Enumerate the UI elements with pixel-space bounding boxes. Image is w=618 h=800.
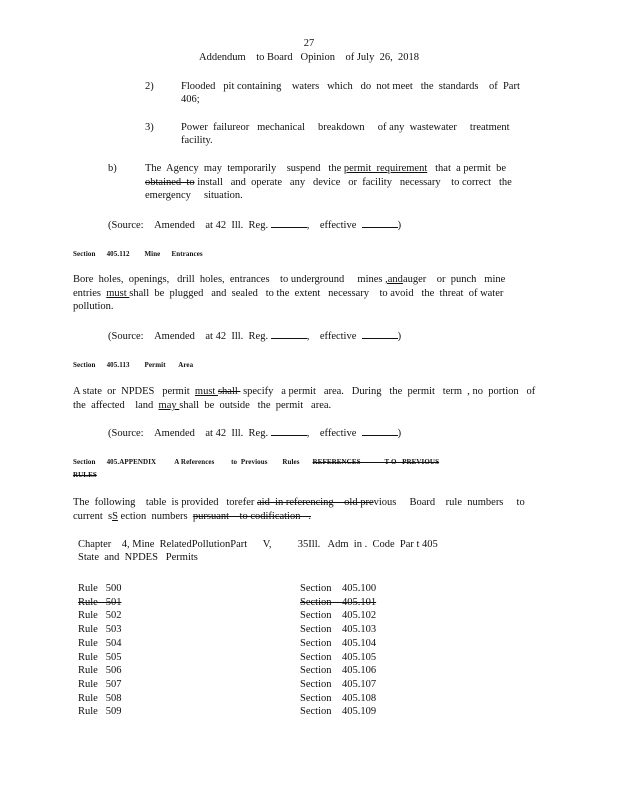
rule-number: Rule 507 <box>78 678 122 690</box>
section-405-112-line-3: pollution. <box>73 301 114 312</box>
comma: , <box>306 220 310 231</box>
item-b-line-3: emergency situation. <box>145 190 243 201</box>
text-run: A state or NPDES permit <box>73 386 195 397</box>
table-title-line-1: Chapter 4, Mine RelatedPollutionPart V, 35Ill. Adm in . Code Par t 405 <box>78 539 438 550</box>
text-run: current s <box>73 511 113 522</box>
appendix-a-heading-line-2: RULES <box>73 471 97 479</box>
deleted-text: REFERENCES T O PREVIOUS <box>312 458 440 466</box>
source-label: (Source: <box>108 331 144 342</box>
item-3-number: 3) <box>145 122 154 133</box>
effective-label: effective <box>319 331 357 342</box>
appendix-para-line-2 <box>73 510 311 523</box>
text-run: Bore holes, openings, drill holes, entrances to underground mines <box>73 274 386 285</box>
rule-number: Rule 501 <box>78 596 122 608</box>
section-number: Section 405.102 <box>300 610 377 622</box>
deleted-text: shall <box>217 386 241 397</box>
source-citation-2 <box>108 329 401 343</box>
text-run: shall be outside the permit area. <box>179 400 332 411</box>
heading-text: Section 405.APPENDIX A References to Previous Rules <box>73 458 313 466</box>
table-title-line-2: State and NPDES Permits <box>78 552 198 563</box>
text-run: The following table is provided torefer <box>73 497 257 508</box>
item-3-line-2: facility. <box>181 135 213 146</box>
rule-number: Rule 503 <box>78 624 122 636</box>
section-number: Section 405.105 <box>300 651 377 663</box>
deleted-text: . <box>300 511 311 522</box>
section-number: Section 405.101 <box>300 596 377 608</box>
page-number: 27 <box>303 38 315 49</box>
rule-number: Rule 506 <box>78 665 122 677</box>
text-run: ection numbers <box>117 511 193 522</box>
item-2-line-1: Flooded pit containing waters which do not meet the standards of Part <box>181 81 520 92</box>
text-run: that a permit be <box>427 163 506 174</box>
comma: , <box>306 331 310 342</box>
rule-number: Rule 500 <box>78 583 122 594</box>
deleted-text: pursuant to codification <box>192 511 301 522</box>
section-405-112-line-1 <box>73 273 505 286</box>
effective-label: effective <box>319 220 357 231</box>
deleted-text: obtained to <box>145 177 195 188</box>
inserted-text: must <box>106 288 130 299</box>
text-run: , no portion of <box>467 386 536 397</box>
rule-number: Rule 502 <box>78 610 122 622</box>
effective-label: effective <box>319 428 357 439</box>
item-b-line-2 <box>145 176 512 189</box>
amended-label: Amended at 42 Ill. Reg. <box>154 220 269 231</box>
inserted-text: ,and <box>385 274 403 285</box>
source-label: (Source: <box>108 220 144 231</box>
item-b-line-1 <box>145 162 506 175</box>
text-run: shall be plugged and sealed to the extent necessary to avoid the threat of water <box>129 288 504 299</box>
appendix-a-heading <box>73 456 439 469</box>
section-405-113-line-1 <box>73 385 535 398</box>
text-run: vious Board rule numbers to <box>373 497 525 508</box>
rule-number: Rule 509 <box>78 706 122 718</box>
section-number: Section 405.107 <box>300 678 377 690</box>
section-number: Section 405.103 <box>300 624 377 636</box>
comma: , <box>306 428 310 439</box>
text-run: auger or punch mine <box>402 274 506 285</box>
text-run: install and operate any device or facility necessary to correct the <box>194 177 512 188</box>
inserted-text: may <box>158 400 180 411</box>
section-405-113-line-2 <box>73 399 331 412</box>
inserted-text: must <box>194 386 218 397</box>
effective-blank <box>362 426 398 436</box>
reg-blank <box>271 426 307 436</box>
inserted-text: S <box>112 511 118 522</box>
reg-blank <box>271 218 307 228</box>
reg-blank <box>271 329 307 339</box>
amended-label: Amended at 42 Ill. Reg. <box>154 428 269 439</box>
text-run: entries <box>73 288 107 299</box>
text-run: the affected land <box>73 400 159 411</box>
section-number: Section 405.109 <box>300 706 377 718</box>
deleted-text: aid in referencing old pre <box>257 497 374 508</box>
item-b-number: b) <box>108 163 117 174</box>
source-citation-1 <box>108 218 401 232</box>
rule-number: Rule 504 <box>78 637 122 649</box>
section-number: Section 405.100 <box>300 583 377 594</box>
close-paren: ) <box>397 331 402 342</box>
amended-label: Amended at 42 Ill. Reg. <box>154 331 269 342</box>
rule-number: Rule 505 <box>78 651 122 663</box>
section-405-113-heading: Section 405.113 Permit Area <box>73 361 194 369</box>
item-2-line-2: 406; <box>181 94 200 105</box>
item-2-number: 2) <box>145 81 154 92</box>
effective-blank <box>362 329 398 339</box>
effective-blank <box>362 218 398 228</box>
section-number: Section 405.104 <box>300 637 377 649</box>
section-number: Section 405.106 <box>300 665 377 677</box>
inserted-text: permit requirement <box>343 163 428 174</box>
close-paren: ) <box>397 220 402 231</box>
section-405-112-line-2 <box>73 287 503 300</box>
source-citation-3 <box>108 426 401 440</box>
appendix-para-line-1 <box>73 496 525 509</box>
close-paren: ) <box>397 428 402 439</box>
text-run: specify a permit area. During the permit term <box>240 386 468 397</box>
page-subtitle: Addendum to Board Opinion of July 26, 2018 <box>199 52 419 63</box>
rule-number: Rule 508 <box>78 692 122 704</box>
source-label: (Source: <box>108 428 144 439</box>
item-3-line-1: Power failureor mechanical breakdown of any wastewater treatment <box>181 122 510 133</box>
section-405-112-heading: Section 405.112 Mine Entrances <box>73 250 203 258</box>
text-run: The Agency may temporarily suspend the <box>145 163 344 174</box>
section-number: Section 405.108 <box>300 692 377 704</box>
